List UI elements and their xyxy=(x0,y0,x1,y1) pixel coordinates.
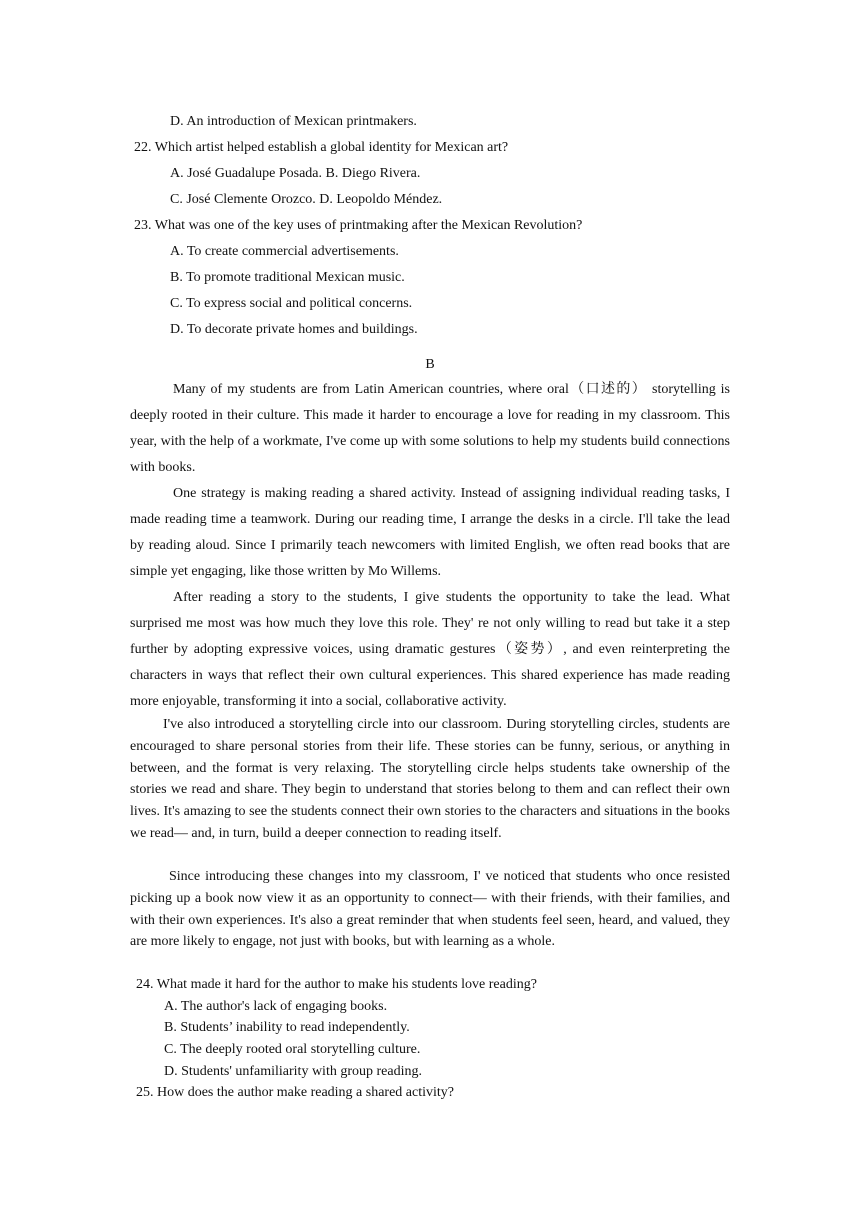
passage-paragraph-2: One strategy is making reading a shared activity. Instead of assigning individual reading tasks, I made reading time a teamwork. During our reading time, I arrange the desks in a circle. I'll take the lead by reading aloud. Since I primarily teach newcomers with limited English, we often read books that are simple yet engaging, like those written by Mo Willems. xyxy=(130,486,730,579)
passage-paragraph-3: After reading a story to the students, I give students the opportunity to take the lead. What surprised me most was how much they love this role. They' re not only willing to read but take it a step further by adopting expressive voices, using dramatic gestures（姿势）, and even reinterpreting the characters in ways that reflect their own cultural experiences. This shared experience has made reading more enjoyable, transforming it into a social, collaborative activity. xyxy=(130,590,730,709)
q21-option-d: D. An introduction of Mexican printmakers. xyxy=(170,114,417,129)
passage-paragraph-4: I've also introduced a storytelling circle into our classroom. During storytelling circles, students are encouraged to share personal stories from their life. These stories can be funny, serious, or anything in between, and the format is very relaxing. The storytelling circle helps students take ownership of the stories we read and share. They begin to understand that stories belong to them and can reflect their own lives. It's amazing to see the students connect their own stories to the characters and situations in the books we read— and, in turn, build a deeper connection to reading itself. xyxy=(130,717,730,841)
q22-options-cd: C. José Clemente Orozco. D. Leopoldo Méndez. xyxy=(170,192,443,207)
q23-option-b: B. To promote traditional Mexican music. xyxy=(170,270,405,285)
q23-option-d: D. To decorate private homes and buildings. xyxy=(170,322,418,337)
q24-option-d: D. Students' unfamiliarity with group reading. xyxy=(164,1064,422,1079)
q24-question: 24. What made it hard for the author to make his students love reading? xyxy=(136,977,537,992)
q22-question: 22. Which artist helped establish a global identity for Mexican art? xyxy=(134,140,509,155)
q24-option-a: A. The author's lack of engaging books. xyxy=(164,999,388,1014)
q24-option-b: B. Students’ inability to read independently. xyxy=(164,1020,410,1035)
section-b-heading: B xyxy=(425,357,435,372)
q23-question: 23. What was one of the key uses of printmaking after the Mexican Revolution? xyxy=(134,218,583,233)
q23-option-c: C. To express social and political concerns. xyxy=(170,296,413,311)
passage-paragraph-5: Since introducing these changes into my classroom, I' ve noticed that students who once resisted picking up a book now view it as an opportunity to connect— with their friends, with their families, and with their own experiences. It's also a great reminder that when students feel seen, heard, and valued, they are more likely to engage, not just with books, but with learning as a whole. xyxy=(130,869,730,950)
q25-question: 25. How does the author make reading a shared activity? xyxy=(136,1085,455,1100)
passage-paragraph-1: Many of my students are from Latin American countries, where oral（口述的） storytelling is deeply rooted in their culture. This made it harder to encourage a love for reading in my classroom. This year, with the help of a workmate, I've come up with some solutions to help my students build connections with books. xyxy=(130,382,730,475)
q22-options-ab: A. José Guadalupe Posada. B. Diego Rivera. xyxy=(170,166,421,181)
q24-option-c: C. The deeply rooted oral storytelling culture. xyxy=(164,1042,421,1057)
q23-option-a: A. To create commercial advertisements. xyxy=(170,244,399,259)
